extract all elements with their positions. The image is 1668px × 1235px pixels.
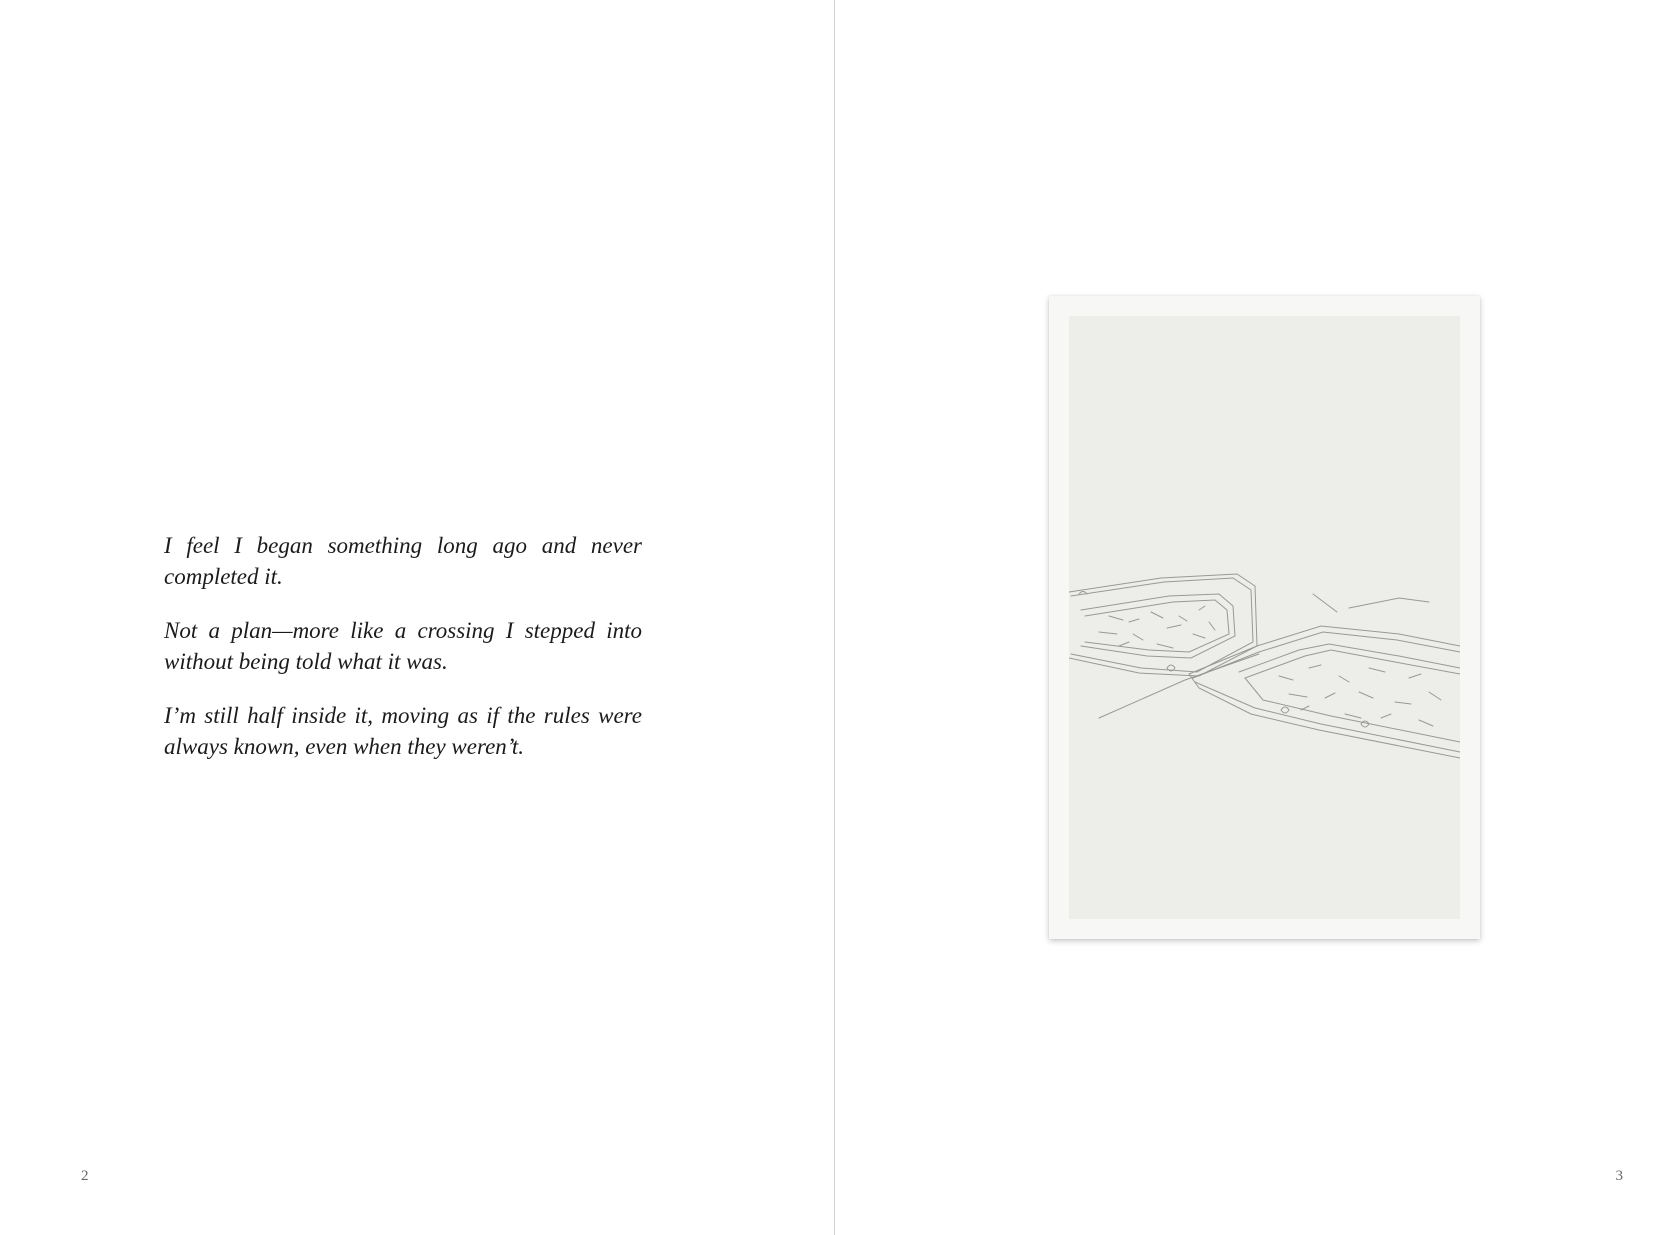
- sketch-image: [1069, 316, 1460, 919]
- page-number-right: 3: [1615, 1168, 1623, 1184]
- poem-text: [164, 530, 642, 785]
- paragraph: I’m still half inside it, moving as if the rules were always known, even when they weren’t.: [164, 703, 642, 759]
- illustration-print: [1049, 296, 1480, 939]
- paragraph: I feel I began something long ago and never completed it.: [164, 533, 642, 589]
- pencil-sketch: [1069, 316, 1460, 919]
- page-number-left: 2: [81, 1168, 89, 1184]
- right-page: [835, 0, 1668, 1235]
- paragraph: Not a plan—more like a crossing I stepped into without being told what it was.: [164, 618, 642, 674]
